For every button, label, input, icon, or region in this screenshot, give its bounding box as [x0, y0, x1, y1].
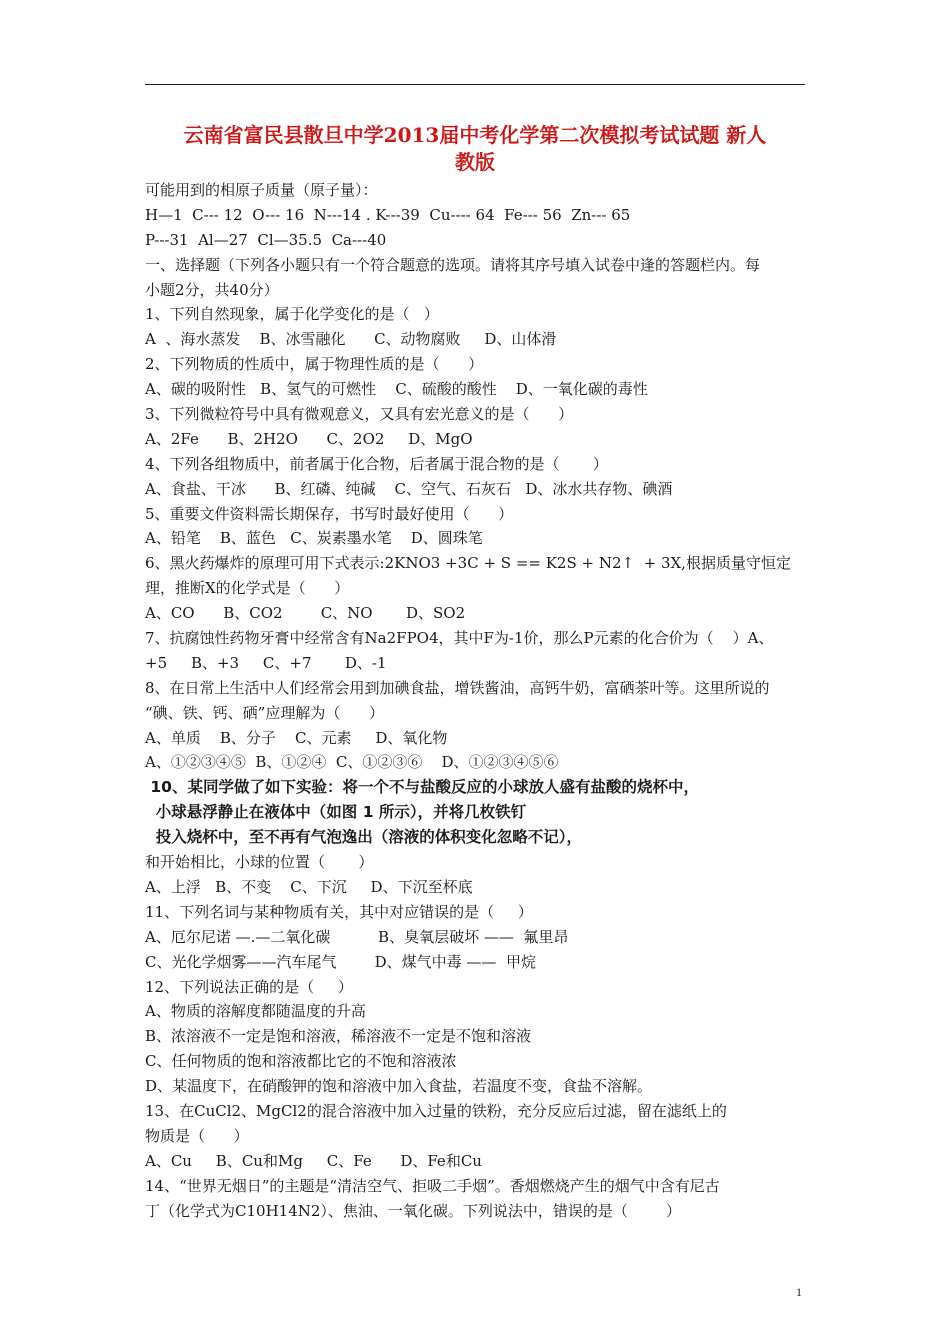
text-line: 和开始相比，小球的位置（ ） [145, 853, 374, 872]
text-line: “碘、铁、钙、硒”应理解为（ ） [145, 703, 384, 722]
text-line: 13、在CuCl2、MgCl2的混合溶液中加入过量的铁粉，充分反应后过滤，留在滤纸上的 [145, 1101, 727, 1120]
text-line: 10、某同学做了如下实验：将一个不与盐酸反应的小球放人盛有盐酸的烧杯中， [145, 778, 699, 797]
text-line: A 、海水蒸发 B、冰雪融化 C、动物腐败 D、山体滑 [145, 330, 557, 349]
text-line: A、CO B、CO2 C、NO D、SO2 [145, 604, 466, 623]
text-line: A、单质 B、分子 C、元素 D、氧化物 [145, 728, 448, 747]
text-line: A、Cu B、Cu和Mg C、Fe D、Fe和Cu [145, 1151, 482, 1170]
text-line: 小题2分，共40分） [145, 280, 279, 299]
text-line: 12、下列说法正确的是（ ） [145, 977, 353, 996]
title-line-2: 教版 [455, 150, 495, 174]
text-line: 4、下列各组物质中，前者属于化合物，后者属于混合物的是（ ） [145, 454, 608, 473]
text-line: 1、下列自然现象，属于化学变化的是（ ） [145, 305, 439, 324]
text-line: 14、“世界无烟日”的主题是“清洁空气、拒吸二手烟”。香烟燃烧产生的烟气中含有尼古 [145, 1176, 720, 1195]
header-rule [145, 84, 805, 85]
title-line-1: 云南省富民县散旦中学2013届中考化学第二次模拟考试试题 新人 [183, 123, 767, 147]
text-line: 8、在日常上生活中人们经常会用到加碘食盐，增铁酱油，高钙牛奶，富硒茶叶等。这里所说的 [145, 678, 770, 697]
text-line: 理，推断X的化学式是（ ） [145, 579, 350, 598]
text-line: 可能用到的相原子质量（原子量）： [145, 181, 378, 199]
text-line: A、物质的溶解度都随温度的升高 [145, 1002, 366, 1021]
text-line: A、2Fe B、2H2O C、2O2 D、MgO [145, 429, 473, 448]
text-line: 3、下列微粒符号中具有微观意义，又具有宏光意义的是（ ） [145, 405, 574, 424]
text-line: A、①②③④⑤ B、①②④ C、①②③⑥ D、①②③④⑤⑥ [145, 753, 559, 772]
text-line: A、厄尔尼诺 —.—二氧化碳 B、臭氧层破坏 —— 氟里昂 [145, 927, 569, 946]
text-line: 5、重要文件资料需长期保存，书写时最好使用（ ） [145, 504, 514, 523]
text-line: 小球悬浮静止在液体中（如图 1 所示），并将几枚铁钉 [145, 803, 527, 822]
text-line: A、碳的吸附性 B、氢气的可燃性 C、硫酸的酸性 D、一氧化碳的毒性 [145, 380, 648, 399]
text-line: +5 B、+3 C、+7 D、-1 [145, 653, 387, 672]
text-line: D、某温度下，在硝酸钾的饱和溶液中加入食盐，若温度不变，食盐不溶解。 [145, 1077, 653, 1096]
text-line: 11、下列名词与某种物质有关，其中对应错误的是（ ） [145, 902, 533, 921]
text-line: 6、黑火药爆炸的原理可用下式表示:2KNO3 +3C + S == K2S + N2↑ + 3X,根据质量守恒定 [145, 554, 791, 573]
page-title [145, 122, 805, 176]
text-line: 一、选择题（下列各小题只有一个符合题意的选项。请将其序号填入试卷中逢的答题栏内。每 [145, 255, 761, 274]
text-line: 2、下列物质的性质中，属于物理性质的是（ ） [145, 355, 484, 374]
page-number: 1 [796, 1285, 802, 1299]
text-line: C、任何物质的饱和溶液都比它的不饱和溶液浓 [145, 1052, 457, 1071]
text-line: 物质是（ ） [145, 1126, 249, 1145]
text-line: H—1 C--- 12 O--- 16 N---14 . K---39 Cu---- 64 Fe--- 56 Zn--- 65 [145, 205, 631, 224]
text-line: C、光化学烟雾——汽车尾气 D、煤气中毒 —— 甲烷 [145, 952, 536, 971]
text-line: A、上浮 B、不变 C、下沉 D、下沉至杯底 [145, 877, 473, 896]
text-line: 投入烧杯中，至不再有气泡逸出（溶液的体积变化忽略不记）， [145, 828, 583, 847]
text-line: 7、抗腐蚀性药物牙膏中经常含有Na2FPO4，其中F为-1价，那么P元素的化合价为（ ）A、 [145, 629, 774, 648]
text-line: A、铅笔 B、蓝色 C、炭素墨水笔 D、圆珠笔 [145, 529, 483, 548]
text-line: A、食盐、干冰 B、红磷、纯碱 C、空气、石灰石 D、冰水共存物、碘酒 [145, 479, 673, 498]
text-line: 丁（化学式为C10H14N2）、焦油、一氧化碳。下列说法中，错误的是（ ） [145, 1201, 682, 1220]
text-line: P---31 Al—27 Cl—35.5 Ca---40 [145, 230, 387, 249]
exam-body [145, 178, 820, 1223]
text-line: B、浓溶液不一定是饱和溶液，稀溶液不一定是不饱和溶液 [145, 1027, 532, 1046]
